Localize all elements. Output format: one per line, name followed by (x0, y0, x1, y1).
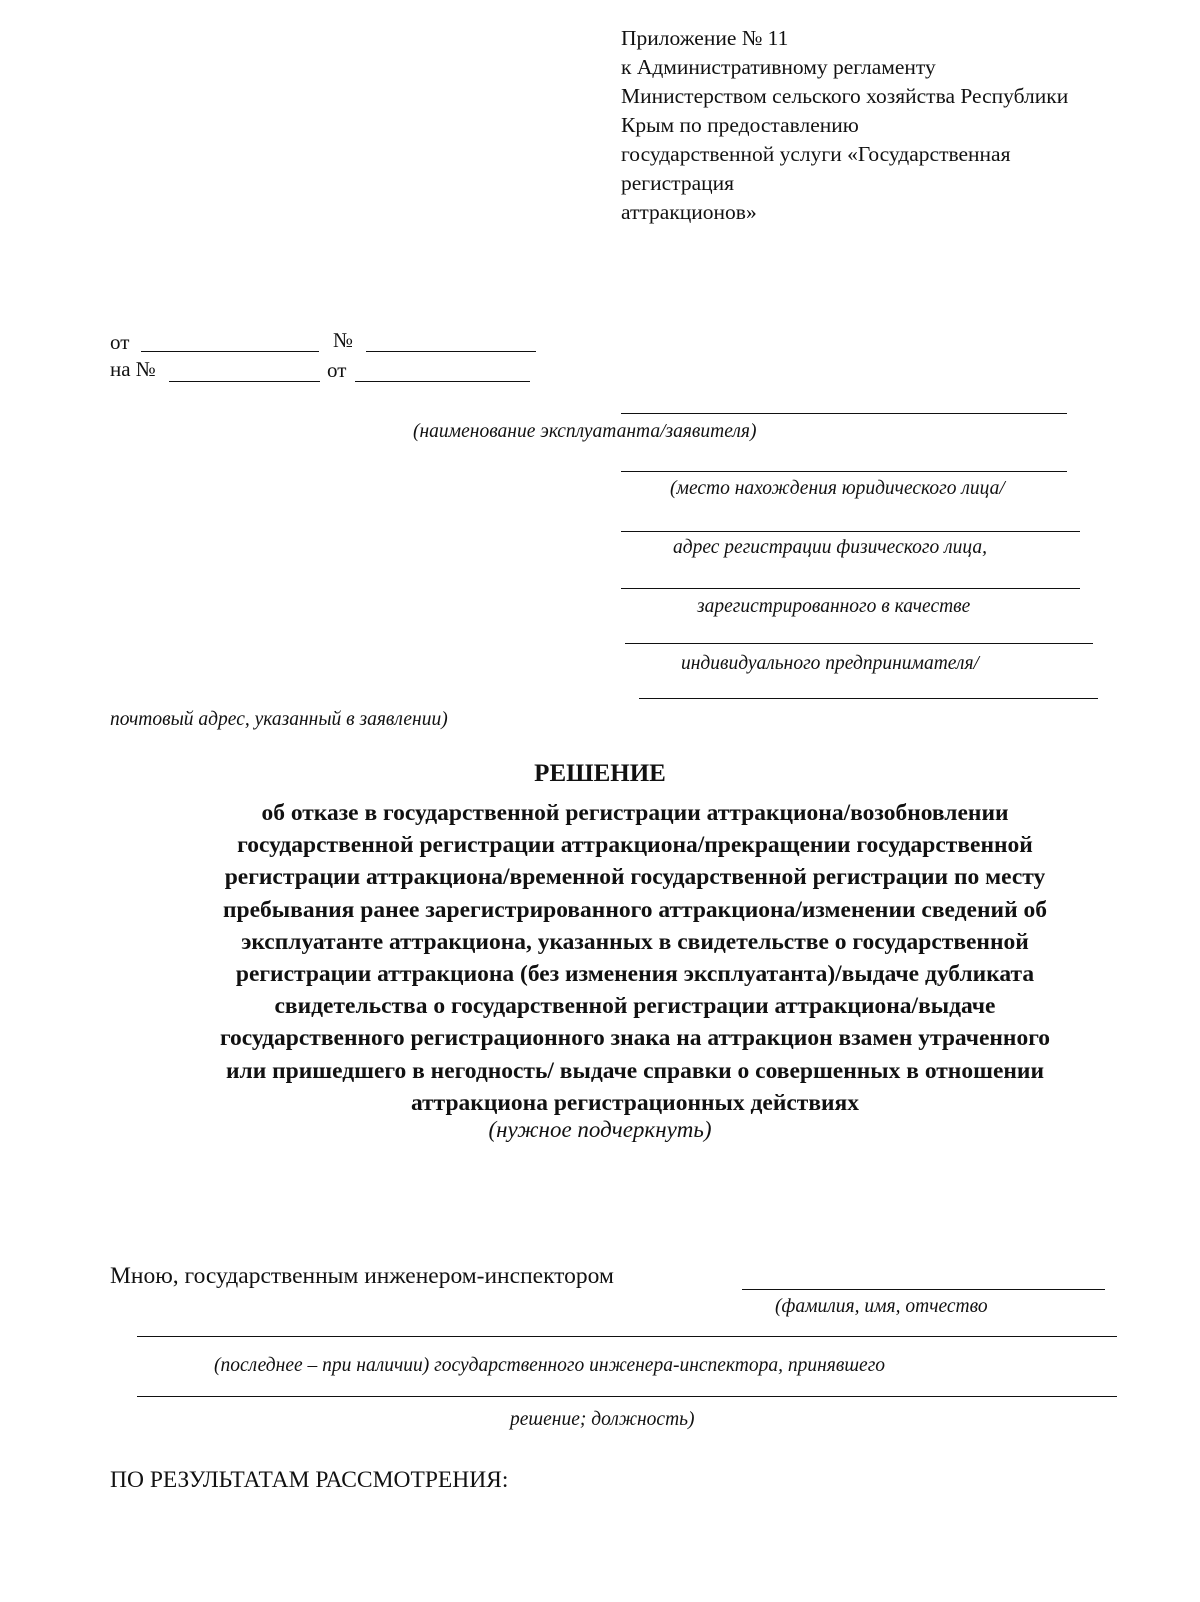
inspector-field-3[interactable] (137, 1396, 1117, 1397)
heading-line: эксплуатанте аттракциона, указанных в свидетельстве о государственной (241, 928, 1029, 955)
from-date-field[interactable] (141, 351, 319, 352)
annex-line: к Административному регламенту (621, 55, 936, 79)
postal-address-caption: почтовый адрес, указанный в заявлении) (110, 709, 448, 730)
heading-line: пребывания ранее зарегистрированного аттракциона/изменении сведений об (223, 896, 1047, 923)
annex-line: Министерством сельского хозяйства Республики (621, 84, 1069, 108)
heading-line: или пришедшего в негодность/ выдаче справки о совершенных в отношении (226, 1057, 1044, 1084)
address-caption: адрес регистрации физического лица, (673, 537, 987, 558)
annex-line: аттракционов» (621, 200, 757, 224)
inspector-caption-2: (последнее – при наличии) государственного инженера-инспектора, принявшего (214, 1355, 886, 1376)
inspector-field-2[interactable] (137, 1336, 1117, 1337)
re-number-label: на № (110, 357, 156, 381)
number-field[interactable] (366, 351, 536, 352)
heading-line: регистрации аттракциона/временной государственной регистрации по месту (224, 864, 1046, 891)
address-caption: (место нахождения юридического лица/ (670, 478, 1005, 499)
annex-header (621, 24, 1068, 227)
results-label: ПО РЕЗУЛЬТАТАМ РАССМОТРЕНИЯ: (110, 1467, 509, 1493)
address-field-3[interactable] (621, 588, 1080, 589)
annex-line: Приложение № 11 (621, 26, 789, 50)
inspector-caption-3: решение; должность) (510, 1409, 695, 1430)
address-field-1[interactable] (621, 471, 1067, 472)
underline-note: (нужное подчеркнуть) (488, 1117, 712, 1142)
annex-line: Крым по предоставлению (621, 113, 859, 137)
heading-line: государственного регистрационного знака на аттракцион взамен утраченного (219, 1025, 1051, 1052)
address-field-5[interactable] (639, 698, 1098, 699)
heading-line: государственной регистрации аттракциона/прекращении государственной (237, 832, 1033, 859)
inspector-caption-1: (фамилия, имя, отчество (775, 1296, 988, 1317)
heading-line: об отказе в государственной регистрации аттракциона/возобновлении (261, 800, 1009, 826)
addressee-name-field[interactable] (621, 413, 1067, 414)
number-label: № (333, 328, 354, 352)
annex-line: государственной услуги «Государственная (621, 142, 1011, 166)
address-caption: индивидуального предпринимателя/ (681, 653, 979, 674)
address-caption: зарегистрированного в качестве (697, 596, 971, 617)
inspector-name-field[interactable] (742, 1289, 1105, 1290)
from-label: от (110, 330, 130, 354)
heading-line: аттракциона регистрационных действиях (410, 1089, 860, 1116)
addressee-name-caption: (наименование эксплуатанта/заявителя) (413, 421, 757, 442)
re-from-label: от (327, 358, 347, 382)
re-number-field[interactable] (169, 381, 320, 382)
address-field-4[interactable] (625, 643, 1093, 644)
address-field-2[interactable] (621, 531, 1080, 532)
inspector-intro: Мною, государственным инженером-инспектором (110, 1263, 614, 1289)
re-from-date-field[interactable] (355, 381, 530, 382)
decision-title: РЕШЕНИЕ (534, 760, 666, 787)
annex-line: регистрация (621, 171, 735, 195)
heading-line: свидетельства о государственной регистрации аттракциона/выдаче (274, 993, 996, 1020)
heading-line: регистрации аттракциона (без изменения эксплуатанта)/выдаче дубликата (235, 961, 1035, 988)
decision-heading (110, 797, 1160, 1119)
